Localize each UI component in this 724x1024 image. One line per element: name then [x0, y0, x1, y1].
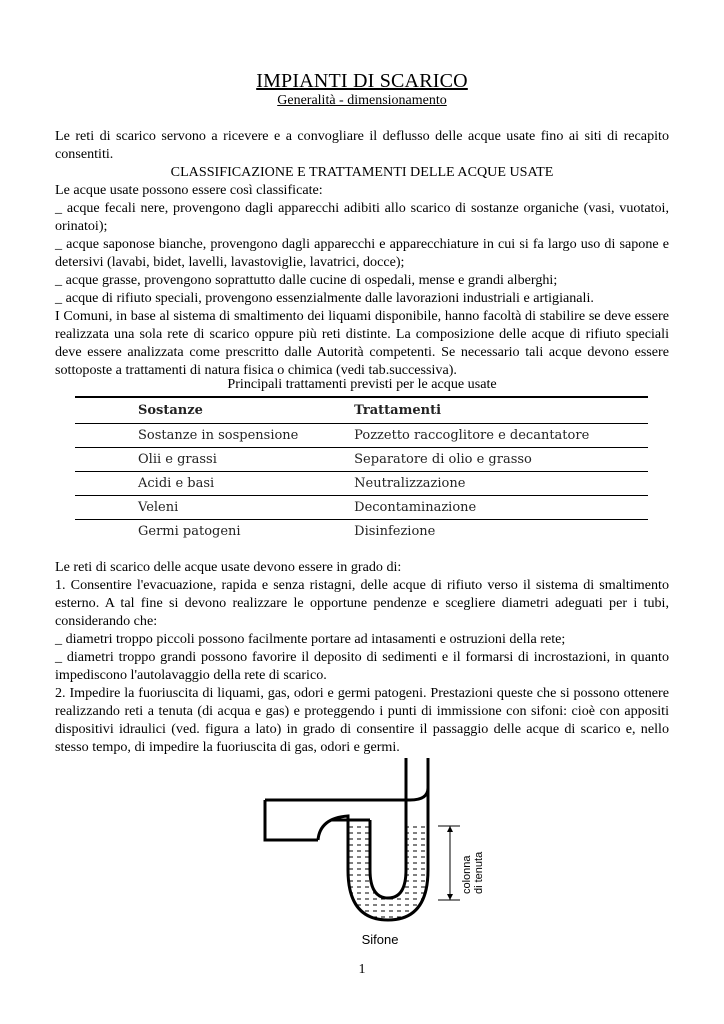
treatments-table	[75, 396, 648, 543]
requirements-lead: Le reti di scarico delle acque usate devono essere in grado di:	[55, 559, 402, 575]
intro-section	[55, 127, 669, 379]
list-item: _ acque grasse, provengono soprattutto dalle cucine di ospedali, mense e grandi alberghi;	[55, 272, 558, 288]
table-header-treatments: Trattamenti	[354, 397, 648, 424]
municipalities-paragraph: I Comuni, in base al sistema di smaltimento dei liquami disponibile, hanno facoltà di stabilire se deve essere realizzata una sola rete di scarico oppure più reti distinte. La composizione delle acque di rifiuto speciali deve essere analizzata come prescritto dalle Autorità competenti. Se necessario tali acque devono essere sottoposte a trattamenti di natura fisica o chimica (vedi tab.successiva).	[55, 308, 669, 378]
requirement-1: 1. Consentire l'evacuazione, rapida e senza ristagni, delle acque di rifiuto verso il sistema di smaltimento esterno. A tal fine si devono realizzare le opportune pendenze e scegliere diametri adeguati per i tubi, considerando che:	[55, 577, 669, 629]
section-heading: CLASSIFICAZIONE E TRATTAMENTI DELLE ACQUE USATE	[170, 164, 554, 180]
siphon-label-line2: di tenuta	[473, 851, 485, 894]
table-row	[75, 520, 648, 544]
table-row	[75, 424, 648, 448]
siphon-label-line1: colonna	[461, 855, 473, 894]
requirement-2: 2. Impedire la fuoriuscita di liquami, gas, odori e germi patogeni. Prestazioni queste che si possono ottenere realizzando reti a tenuta (di acqua e gas) e proteggendo i punti di immissione con sifoni: cioè con appositi dispositivi idraulici (ved. figura a lato) in grado di consentire il passaggio delle acque di scarico e, nello stesso tempo, di impedire la fuoriuscita di gas, odori e germi.	[55, 685, 669, 755]
page-title: IMPIANTI DI SCARICO	[256, 70, 468, 92]
list-item: _ acque saponose bianche, provengono dagli apparecchi e apparecchiature in cui si fa largo uso di sapone e detersivi (lavabi, bidet, lavelli, lavastoviglie, lavatrici, docce);	[55, 236, 669, 270]
requirements-section	[55, 558, 669, 756]
requirement-1-note: _ diametri troppo piccoli possono facilmente portare ad intasamenti e ostruzioni della rete;	[55, 631, 566, 647]
table-row	[75, 472, 648, 496]
classification-lead: Le acque usate possono essere così classificate:	[55, 182, 323, 198]
table-cell: Disinfezione	[354, 524, 436, 539]
list-item: _ acque di rifiuto speciali, provengono essenzialmente dalle lavorazioni industriali e artigianali.	[55, 290, 594, 306]
table-header-row	[75, 397, 648, 424]
page-number: 1	[358, 962, 366, 977]
table-header-substances: Sostanze	[75, 397, 354, 424]
table-cell: Neutralizzazione	[354, 472, 648, 496]
table-cell: Separatore di olio e grasso	[354, 448, 648, 472]
figure-caption: Sifone	[361, 932, 399, 947]
table-cell: Sostanze in sospensione	[75, 424, 354, 448]
table-caption: Principali trattamenti previsti per le acque usate	[227, 376, 497, 392]
siphon-figure	[260, 758, 500, 958]
requirement-1-note: _ diametri troppo grandi possono favorire il deposito di sedimenti e il formarsi di incrostazioni, in quanto impediscono l'autolavaggio della rete di scarico.	[55, 649, 669, 683]
page-subtitle: Generalità - dimensionamento	[277, 93, 447, 108]
list-item: _ acque fecali nere, provengono dagli apparecchi adibiti allo scarico di sostanze organiche (vasi, vuotatoi, orinatoi);	[55, 200, 669, 234]
table-cell: Olii e grassi	[75, 448, 354, 472]
table-cell: Pozzetto raccoglitore e decantatore	[354, 424, 648, 448]
table-row	[75, 496, 648, 520]
table-row	[75, 448, 648, 472]
siphon-diagram	[260, 758, 500, 938]
table-cell: Decontaminazione	[354, 496, 648, 520]
table-cell: Veleni	[75, 496, 354, 520]
table-cell: Acidi e basi	[75, 472, 354, 496]
intro-paragraph: Le reti di scarico servono a ricevere e a convogliare il deflusso delle acque usate fino ai siti di recapito consentiti.	[55, 128, 669, 162]
table-cell: Germi patogeni	[138, 524, 241, 539]
